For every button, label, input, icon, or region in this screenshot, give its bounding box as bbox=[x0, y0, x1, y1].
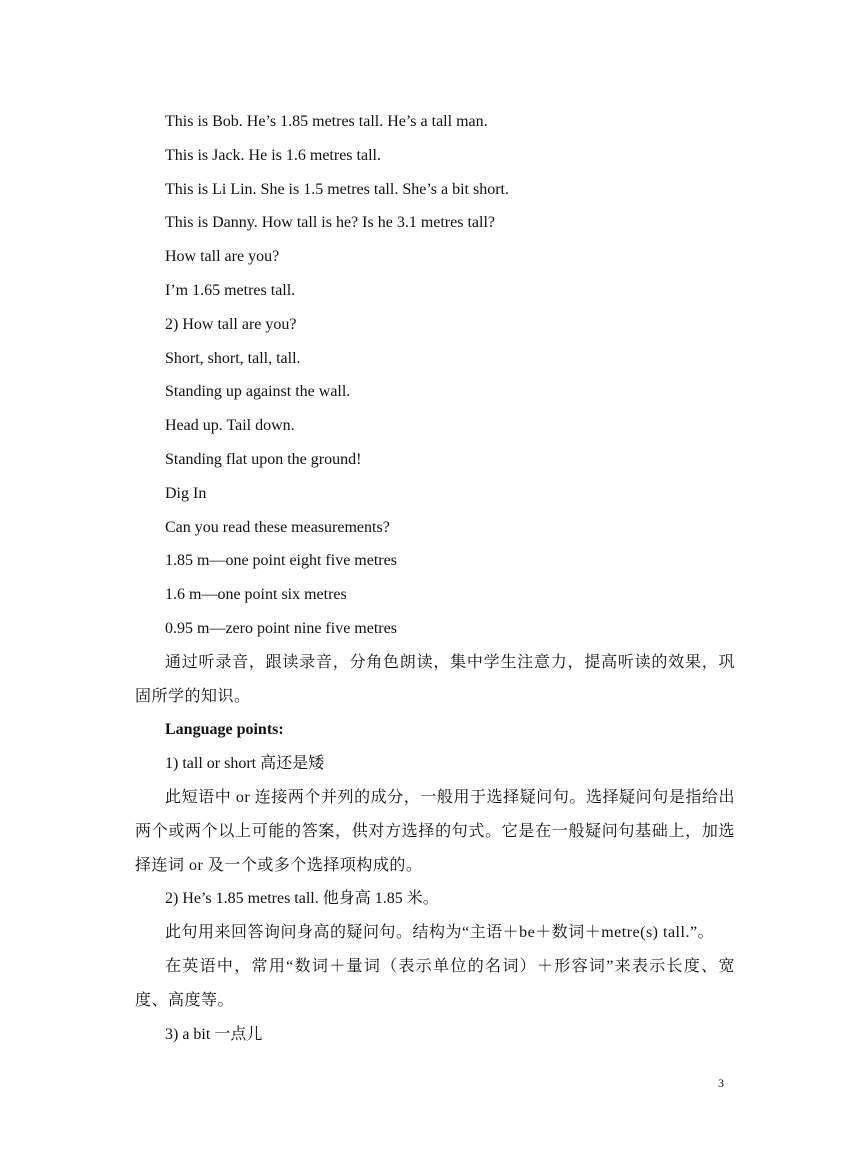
page-number: 3 bbox=[718, 1076, 724, 1090]
text-line: Standing up against the wall. bbox=[165, 383, 351, 401]
text-line: This is Li Lin. She is 1.5 metres tall. She’s a bit short. bbox=[165, 180, 509, 198]
text-line: Short, short, tall, tall. bbox=[165, 349, 301, 367]
text-line: How tall are you? bbox=[165, 248, 280, 266]
listening-paragraph: 通过听录音，跟读录音，分角色朗读，集中学生注意力，提高听读的效果，巩固所学的知识。 bbox=[135, 653, 735, 705]
measurement-line: 1.85 m—one point eight five metres bbox=[165, 552, 397, 570]
measurement-line: 0.95 m—zero point nine five metres bbox=[165, 619, 397, 637]
measurement-line: 1.6 m—one point six metres bbox=[165, 586, 347, 604]
text-line: Can you read these measurements? bbox=[165, 518, 390, 536]
text-line: I’m 1.65 metres tall. bbox=[165, 281, 296, 299]
text-line: Head up. Tail down. bbox=[165, 417, 295, 435]
point-2-text-1: 此句用来回答询问身高的疑问句。结构为“主语＋be＋数词＋metre(s) tall.”。 bbox=[165, 924, 715, 942]
text-line: 2) How tall are you? bbox=[165, 315, 297, 333]
text-line: Standing flat upon the ground! bbox=[165, 450, 362, 468]
point-2-title: 2) He’s 1.85 metres tall. 他身高 1.85 米。 bbox=[165, 890, 439, 908]
section-heading-dig-in: Dig In bbox=[165, 484, 207, 502]
text-line: This is Jack. He is 1.6 metres tall. bbox=[165, 146, 381, 164]
point-3-title: 3) a bit 一点儿 bbox=[165, 1025, 263, 1043]
point-1-title: 1) tall or short 高还是矮 bbox=[165, 755, 325, 773]
page-content bbox=[135, 105, 735, 1051]
point-1-text: 此短语中 or 连接两个并列的成分，一般用于选择疑问句。选择疑问句是指给出两个或两个以上可能的答案，供对方选择的句式。它是在一般疑问句基础上，加选择连词 or 及一个或多个选择项构成的。 bbox=[135, 788, 735, 874]
point-2-text-2: 在英语中，常用“数词＋量词（表示单位的名词）＋形容词”来表示长度、宽度、高度等。 bbox=[135, 957, 735, 1009]
language-points-heading: Language points: bbox=[165, 721, 284, 739]
text-line: This is Bob. He’s 1.85 metres tall. He’s a tall man. bbox=[165, 113, 488, 130]
text-line: This is Danny. How tall is he? Is he 3.1 metres tall? bbox=[165, 214, 495, 232]
